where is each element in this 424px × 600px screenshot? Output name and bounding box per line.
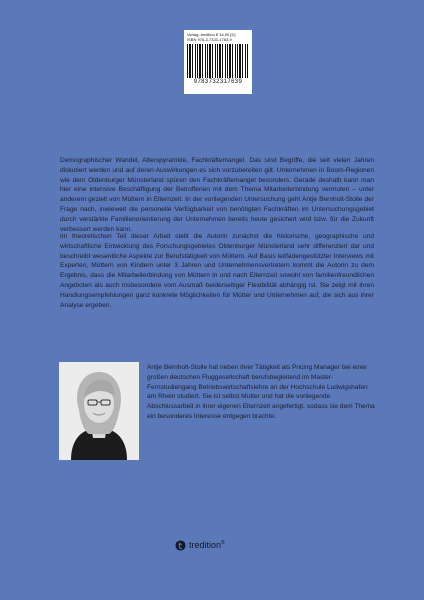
barcode-bars — [187, 44, 249, 78]
publisher-name: tredition — [189, 540, 222, 550]
blurb-paragraph-2: Im theoretischen Teil dieser Arbeit stellt die Autorin zunächst die historische, geographische und wirtschaftliche Entwicklung des Forschungsgebietes Oldenburger Münsterland sehr differenziert dar und beschreibt wesentliche Aspekte zur Berufstätigkeit von Müttern. Auf Basis leitfadengestützter Interviews mit Experten, Müttern von Kindern unter 3 Jahren und Unternehmensvertretern kommt die Autorin zu dem Ergebnis, dass die Mitarbeiterbindung von Müttern in und nach Elternzeit sowohl von familienfreundlichen Angeboten als auch insbesondere vom Ausmaß beiderseitiger Flexibilität abhängig ist. Sie zeigt mit ihren Handlungsempfehlungen ganz konkrete Möglichkeiten für Mütter und Unternehmen auf, die sich aus ihrer Analyse ergeben. — [60, 233, 374, 309]
author-bio: Antje Bernholt-Stolle hat neben ihrer Tätigkeit als Pricing Manager bei einer großen deutschen Fluggesellschaft berufsbegleitend im Master-Fernstudiengang Betriebswirtschaftslehre an der Hochschule Ludwigshafen am Rhein studiert. Sie ist selbst Mutter und hat die vorliegende Abschlussarbeit in ihrer eigenen Elternzeit angefertigt, sodass sie dem Thema ein besonderes Interesse entgegen brachte. — [147, 364, 375, 420]
barcode-label — [184, 30, 252, 94]
barcode-isbn-line: ISBN 978-3-7323-1763-9 — [187, 37, 232, 42]
barcode-publisher-line: Verlag: tredition € 34,90 [D] — [187, 32, 236, 37]
blurb-paragraph-1: Demographischer Wandel, Alterspyramide, Fachkräftemangel. Das sind Begriffe, die seit vielen Jahren diskutiert werden und auf deren Auswirkungen es sich vorzubereiten gilt. Unternehmen in Boom-Regionen wie dem Oldenburger Münsterland spüren den Fachkräftemangel besonders. Gerade deshalb kann man hier eine intensive Beschäftigung der Betroffenen mit dem Thema Mitarbeiterbindung vermuten – unter anderem gezielt von Müttern in Elternzeit. In der vorliegenden Untersuchung geht Antje Bernholt-Stolle der Frage nach, inwieweit die personelle Verfügbarkeit von benötigten Fachkräften im Untersuchungsgebiet durch verstärkte Familienorientierung der Unternehmen bereits heute gesichert wird bzw. für die Zukunft verbessert werden kann. — [60, 157, 374, 233]
tredition-logo-icon — [175, 540, 186, 551]
barcode-number: 9783732317639 — [193, 79, 243, 85]
registered-mark: ® — [221, 540, 225, 546]
author-photo — [59, 362, 139, 460]
publisher-logo — [175, 538, 225, 552]
